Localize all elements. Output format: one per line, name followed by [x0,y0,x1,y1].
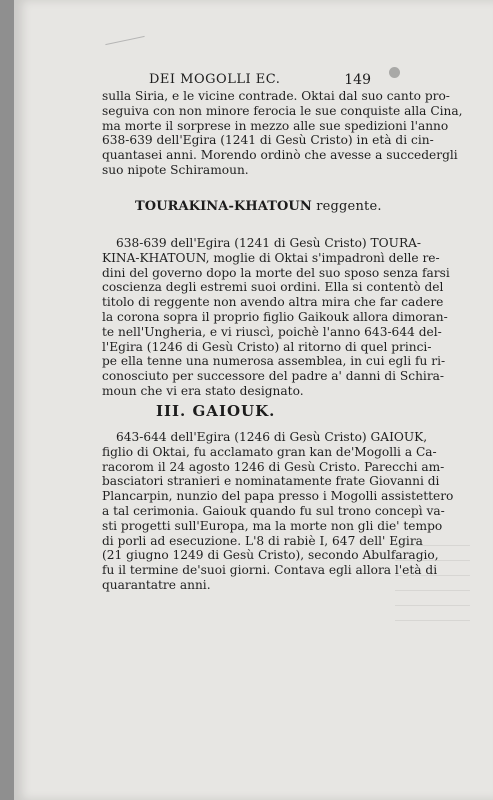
text-line: moun che vi era stato designato. [102,383,304,398]
text-line: 638-639 dell'Egira (1241 di Gesù Cristo) TOURA- [116,236,422,250]
section-heading-gaiouk: III. GAIOUK. [156,402,276,420]
text-line: di porli ad esecuzione. L'8 di rabiè I, 647 dell' Egira [102,533,423,548]
page-number: 149 [344,72,371,88]
paragraph-oktai [102,89,463,178]
running-title: DEI MOGOLLI EC. [149,72,281,87]
text-line: te nell'Ungheria, e vi riuscì, poichè l'anno 643-644 del- [102,324,442,339]
text-line: Plancarpin, nunzio del papa presso i Mogolli assistettero [102,489,454,504]
text-line: conosciuto per successore del padre a' danni di Schira- [102,369,445,384]
text-line: quantasei anni. Morendo ordinò che avesse a succedergli [102,148,458,163]
text-line: l'Egira (1246 di Gesù Cristo) al ritorno di quel princi- [102,339,432,354]
text-line: titolo di reggente non avendo altra mira che far cadere [102,295,444,310]
text-line: pe ella tenne una numerosa assemblea, in cui egli fu ri- [102,354,446,369]
paragraph-gaiouk [102,430,454,593]
text-line: a tal cerimonia. Gaiouk quando fu sul trono concepì va- [102,503,445,518]
text-line: racorom il 24 agosto 1246 di Gesù Cristo. Parecchi am- [102,459,445,474]
text-line: basciatori stranieri e nominatamente frate Giovanni di [102,474,440,489]
text-line: la corona sopra il proprio figlio Gaikouk allora dimoran- [102,309,448,324]
paragraph-tourakina [102,236,450,399]
text-line: sti progetti sull'Europa, ma la morte non gli die' tempo [102,518,443,533]
text-line: seguiva con non minore ferocia le sue conquiste alla Cina, [102,103,463,118]
ink-spot [389,67,400,78]
text-line: suo nipote Schiramoun. [102,162,249,177]
text-line: (21 giugno 1249 di Gesù Cristo), secondo Abulfaragio, [102,548,439,563]
text-line: figlio di Oktai, fu acclamato gran kan de'Mogolli a Ca- [102,444,437,459]
text-line: 638-639 dell'Egira (1241 di Gesù Cristo) in età di cin- [102,133,434,148]
section-heading-title: TOURAKINA-KHATOUN [135,199,312,214]
text-line: KINA-KHATOUN, moglie di Oktai s'impadronì delle re- [102,250,440,265]
section-heading-tourakina [135,199,382,214]
text-line: 643-644 dell'Egira (1246 di Gesù Cristo) GAIOUK, [116,430,428,444]
text-line: ma morte il sorprese in mezzo alle sue spedizioni l'anno [102,118,449,133]
section-heading-subtitle: reggente. [316,199,382,214]
text-line: quarantatre anni. [102,577,211,592]
text-line: fu il termine de'suoi giorni. Contava egli allora l'età di [102,563,438,578]
running-header [149,72,371,88]
text-line: dini del governo dopo la morte del suo sposo senza farsi [102,265,450,280]
text-line: sulla Siria, e le vicine contrade. Oktai dal suo canto pro- [102,89,450,103]
text-line: coscienza degli estremi suoi ordini. Ella si contentò del [102,280,444,295]
